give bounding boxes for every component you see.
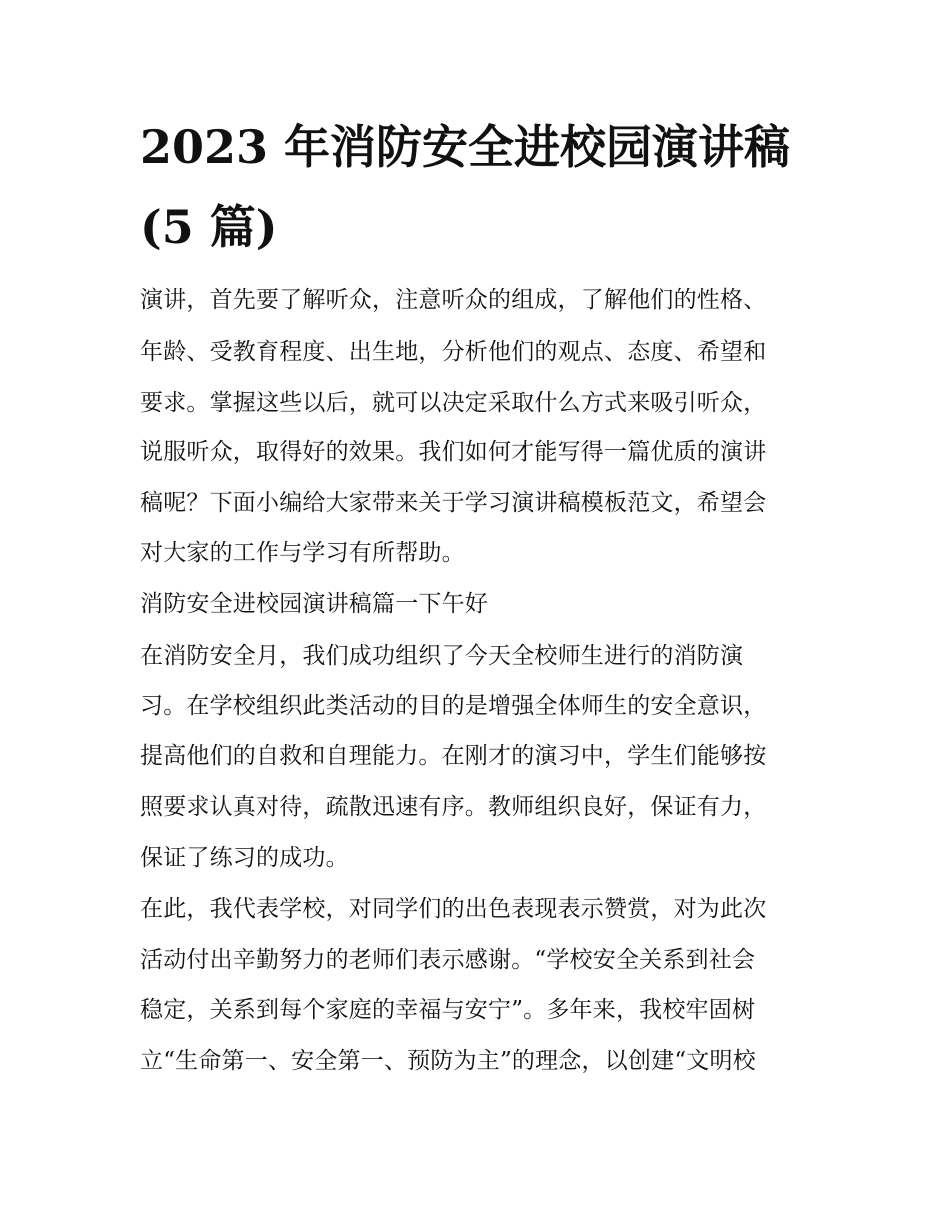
body-text-line: 活动付出辛勤努力的老师们表示感谢。“学校安全关系到社会	[140, 947, 756, 973]
body-text-line: 照要求认真对待，疏散迅速有序。教师组织良好，保证有力，	[140, 794, 767, 820]
body-text-line: 稿呢？下面小编给大家带来关于学习演讲稿模板范文，希望会	[140, 490, 767, 516]
body-text-line: 在消防安全月，我们成功组织了今天全校师生进行的消防演	[140, 643, 744, 669]
body-text-line: 演讲，首先要了解听众，注意听众的组成，了解他们的性格、	[140, 287, 767, 313]
section-heading: 消防安全进校园演讲稿篇一下午好	[140, 591, 488, 617]
body-text-line: 说服听众，取得好的效果。我们如何才能写得一篇优质的演讲	[140, 439, 767, 465]
body-text-line: 对大家的工作与学习有所帮助。	[140, 540, 465, 566]
body-text-line: 要求。掌握这些以后，就可以决定采取什么方式来吸引听众，	[140, 390, 767, 416]
body-text-line: 年龄、受教育程度、出生地，分析他们的观点、态度、希望和	[140, 339, 767, 365]
body-text-line: 稳定，关系到每个家庭的幸福与安宁”。多年来，我校牢固树	[140, 997, 756, 1023]
body-text-line: 在此，我代表学校，对同学们的出色表现表示赞赏，对为此次	[140, 896, 767, 922]
body-text-line: 习。在学校组织此类活动的目的是增强全体师生的安全意识，	[140, 693, 767, 719]
document-title-line-1: 2023 年消防安全进校园演讲稿	[140, 120, 791, 174]
document-title-line-2: (5 篇)	[140, 200, 278, 254]
body-text-line: 立“生命第一、安全第一、预防为主”的理念，以创建“文明校	[140, 1048, 756, 1074]
body-text-line: 提高他们的自救和自理能力。在刚才的演习中，学生们能够按	[140, 743, 767, 769]
body-text-line: 保证了练习的成功。	[140, 845, 349, 871]
